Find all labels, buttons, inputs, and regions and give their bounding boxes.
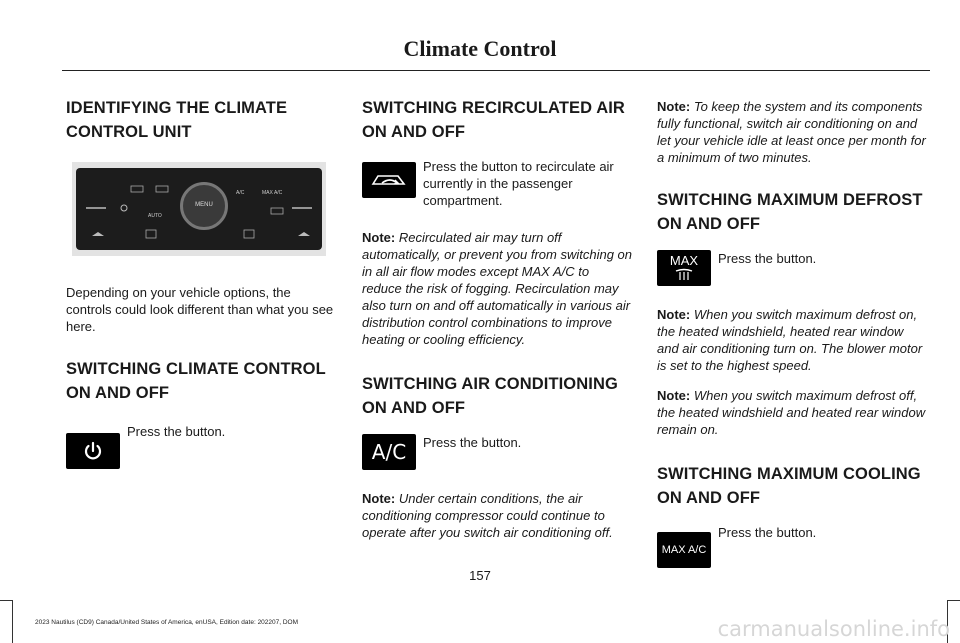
note-label-3: Note: <box>657 99 691 114</box>
panel-buttons-graphic <box>76 168 322 250</box>
keep-note <box>657 98 927 166</box>
defrost-note-on-text: When you switch maximum defrost on, the heated windshield, heated rear window and air conditioning turn on. The blower motor is set to the highest speed. <box>657 307 923 373</box>
column-2 <box>362 96 632 554</box>
ac-icon <box>362 434 416 470</box>
keep-note-text: To keep the system and its components fully functional, switch air conditioning on and let your vehicle idle at least once per month for a minimum of two minutes. <box>657 99 926 165</box>
crop-mark-right-h <box>948 600 960 601</box>
defrost-note-off-text: When you switch maximum defrost off, the heated windshield and heated rear window remain on. <box>657 388 926 437</box>
options-paragraph: Depending on your vehicle options, the controls could look different than what you see here. <box>66 285 334 334</box>
recirc-note <box>362 229 632 348</box>
recirc-note-text: Recirculated air may turn off automatically, or prevent you from switching on in all air flow modes except MAX A/C to reduce the risk of fogging. Recirculation may also turn on and off automatically in various air distribution control combinations to improve heating or cooling efficiency. <box>362 230 632 347</box>
max-cooling-press-text: Press the button. <box>718 525 817 540</box>
defrost-note-on <box>657 306 927 374</box>
auto-label: AUTO <box>148 213 162 219</box>
heading-max-defrost: SWITCHING MAXIMUM DEFROST ON AND OFF <box>657 191 923 233</box>
max-cooling-instruction <box>657 525 927 568</box>
defrost-note-off <box>657 387 927 438</box>
knob-label: MENU <box>195 202 213 208</box>
heading-air-conditioning: SWITCHING AIR CONDITIONING ON AND OFF <box>362 375 618 417</box>
note-label: Note: <box>362 230 396 245</box>
note-label-2: Note: <box>362 491 396 506</box>
max-ac-icon <box>657 532 711 568</box>
crop-mark-left <box>12 600 13 643</box>
max-icon-label: MAX <box>669 253 699 268</box>
heading-max-cooling: SWITCHING MAXIMUM COOLING ON AND OFF <box>657 465 921 507</box>
column-3 <box>657 96 927 588</box>
power-instruction <box>66 423 336 469</box>
heading-climate-switch: SWITCHING CLIMATE CONTROL ON AND OFF <box>66 360 326 402</box>
ac-note <box>362 490 632 541</box>
edition-footer: 2023 Nautilus (CD9) Canada/United States of America, enUSA, Edition date: 202207, DOM <box>35 619 299 626</box>
ac-press-text: Press the button. <box>423 435 522 450</box>
watermark: carmanualsonline.info <box>717 617 950 641</box>
heading-recirculation: SWITCHING RECIRCULATED AIR ON AND OFF <box>362 99 625 141</box>
ac-icon-label: A/C <box>371 440 407 464</box>
max-defrost-press-text: Press the button. <box>718 251 817 266</box>
power-icon <box>66 433 120 469</box>
column-1 <box>66 96 336 489</box>
max-defrost-icon <box>657 250 711 286</box>
page-title: Climate Control <box>403 36 557 61</box>
recirc-text: Press the button to recirculate air currently in the passenger compartment. <box>423 159 614 208</box>
crop-mark-left-h <box>0 600 12 601</box>
max-defrost-instruction <box>657 251 927 286</box>
recirculation-icon <box>362 162 416 198</box>
title-rule <box>62 70 930 71</box>
power-press-text: Press the button. <box>127 424 226 439</box>
note-label-4: Note: <box>657 307 691 322</box>
max-ac-label: MAX A/C <box>262 190 283 196</box>
ac-label: A/C <box>236 190 245 196</box>
page-number: 157 <box>469 568 491 583</box>
ac-note-text: Under certain conditions, the air conditioning compressor could continue to operate after you switch air conditioning off. <box>362 491 613 540</box>
heading-identify: IDENTIFYING THE CLIMATE CONTROL UNIT <box>66 99 288 141</box>
recirc-instruction <box>362 159 632 209</box>
max-ac-icon-label: MAX A/C <box>661 544 707 556</box>
ac-instruction <box>362 435 632 470</box>
note-label-5: Note: <box>657 388 691 403</box>
climate-control-panel-image <box>72 162 326 256</box>
